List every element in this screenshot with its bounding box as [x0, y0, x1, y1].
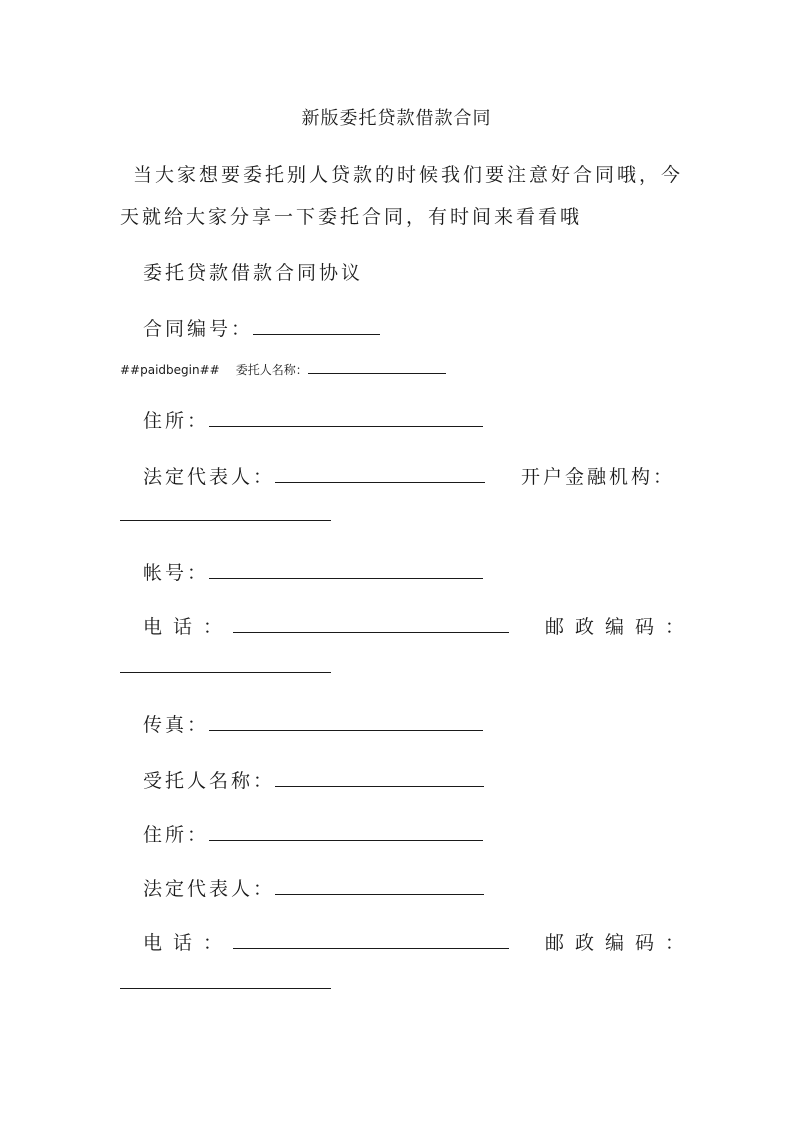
principal-address-blank[interactable]: [209, 408, 483, 427]
agent-legal-rep-blank[interactable]: [275, 876, 484, 895]
agent-address-row: [143, 820, 483, 847]
contract-number-label: 合同编号：: [143, 318, 254, 340]
principal-phone-row: [143, 612, 509, 639]
agent-name-row: [143, 766, 484, 793]
agent-address-blank[interactable]: [209, 822, 483, 841]
principal-postcode-row: [120, 654, 331, 677]
fax-row: [143, 710, 483, 737]
agent-name-blank[interactable]: [275, 768, 484, 787]
bank-blank[interactable]: [120, 502, 331, 521]
account-label: 帐号：: [143, 562, 210, 584]
agent-postcode-row: [120, 970, 331, 993]
principal-name-blank[interactable]: [308, 363, 446, 374]
fax-blank[interactable]: [209, 712, 483, 731]
agent-legal-rep-label: 法定代表人：: [143, 878, 276, 900]
agent-name-label: 受托人名称：: [143, 770, 276, 792]
principal-phone-label: 电话：: [143, 616, 234, 638]
paid-marker: ##paidbegin##: [120, 363, 220, 377]
agent-phone-blank[interactable]: [233, 930, 509, 949]
agent-postcode-label: 邮政编码：: [545, 932, 696, 954]
principal-address-label: 住所：: [143, 410, 210, 432]
agent-postcode-blank[interactable]: [120, 970, 331, 989]
agent-phone-row: [143, 928, 509, 955]
intro-line-1: 当大家想要委托别人贷款的时候我们要注意好合同哦，今: [133, 164, 684, 186]
bank-label: 开户金融机构：: [521, 466, 676, 488]
fax-label: 传真：: [143, 714, 210, 736]
document-title: 新版委托贷款借款合同: [301, 108, 492, 129]
section-heading: 委托贷款借款合同协议: [143, 262, 364, 284]
contract-number-row: [143, 314, 380, 341]
principal-name-row: [120, 361, 446, 378]
principal-address-row: [143, 406, 483, 433]
principal-postcode-blank[interactable]: [120, 654, 331, 673]
principal-legal-rep-blank[interactable]: [275, 464, 485, 483]
account-blank[interactable]: [209, 560, 483, 579]
agent-legal-rep-row: [143, 874, 484, 901]
contract-number-blank[interactable]: [253, 316, 380, 335]
principal-name-label: 委托人名称：: [235, 363, 308, 377]
agent-phone-label: 电话：: [143, 932, 234, 954]
principal-legal-rep-row: [143, 462, 485, 489]
principal-postcode-label: 邮政编码：: [545, 616, 696, 638]
bank-row: [120, 502, 331, 525]
account-row: [143, 558, 483, 585]
principal-legal-rep-label: 法定代表人：: [143, 466, 276, 488]
agent-address-label: 住所：: [143, 824, 210, 846]
principal-phone-blank[interactable]: [233, 614, 509, 633]
intro-line-2: 天就给大家分享一下委托合同，有时间来看看哦: [120, 206, 583, 228]
